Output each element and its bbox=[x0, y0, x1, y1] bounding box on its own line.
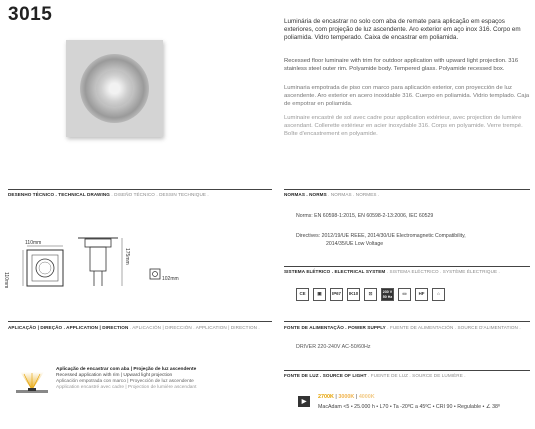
application-lines bbox=[56, 367, 196, 391]
product-photo bbox=[66, 40, 163, 137]
application-line-en: Recessed application with rim | Upward light projection bbox=[56, 373, 173, 378]
dimension-cutout: 102mm bbox=[162, 276, 179, 282]
application-section-header bbox=[8, 325, 260, 330]
ce-mark-icon: CE bbox=[296, 288, 309, 301]
power-header-light: . FUENTE DE ALIMENTACIÓN . SOURCE D'ALIMENTATION . bbox=[385, 325, 521, 330]
technical-drawing bbox=[18, 232, 178, 294]
light-section-header bbox=[284, 373, 466, 378]
norms-line: Norms: EN 60598-1:2015, EN 60598-2-13:2006, IEC 60529 bbox=[296, 213, 434, 219]
application-line-es: Aplicación empotrada con marco | Proyección de luz ascendente bbox=[56, 379, 194, 384]
product-lens bbox=[96, 70, 133, 107]
directives-line-1: Directives: 2012/19/UE REEE, 2014/30/UE Electromagnetic Compatibility, bbox=[296, 233, 466, 239]
top-view-drawing bbox=[23, 246, 63, 286]
norms-header-light: . NORMAS . NORMES . bbox=[326, 192, 380, 197]
norms-section-header bbox=[284, 192, 379, 197]
led-source-icon: ▶ bbox=[298, 396, 310, 407]
color-temperatures bbox=[318, 394, 375, 400]
upward-light-icon bbox=[14, 370, 50, 394]
description-es: Luminaria empotrada de piso con marco para aplicación exterior, con proyección de luz ascendente. Aro exterior en acero inoxidable 316. Cuerpo en poliamida. Vidrio templado. Caja de empotrar en poliamida. bbox=[284, 85, 530, 107]
ip67-icon: IP67 bbox=[330, 288, 343, 301]
light-specs: MacAdam <5 • 25.000 h • L70 • Ta -20ºC a 45ºC • CRI 90 • Regulable • ∠ 38º bbox=[318, 404, 500, 410]
electrical-icons bbox=[296, 288, 445, 301]
application-rule bbox=[8, 321, 272, 322]
voltage-icon: 230 V 50 Hz bbox=[381, 288, 394, 301]
side-view-drawing bbox=[78, 238, 122, 286]
electrical-section-header bbox=[284, 269, 500, 274]
norms-rule bbox=[284, 189, 530, 190]
light-rule bbox=[284, 370, 530, 371]
drawing-header-light: . DISEÑO TÉCNICO . DESSIN TECHNIQUE . bbox=[109, 192, 209, 197]
dimension-depth: 175mm bbox=[124, 248, 130, 265]
application-line-pt: Aplicação de encastrar com aba | Projeção de luz ascendente bbox=[56, 367, 197, 372]
description-fr: Luminaire encastré de sol avec cadre pour application extérieur, avec projection de lumière ascendant. Collerette extérieur en acier inoxydable 316. Corps en polyamide. Verre trempé. Boîte d'encastrement en polyamide. bbox=[284, 115, 523, 137]
application-line-fr: Application encastré avec cadre | Projection de lumière ascendant bbox=[56, 385, 197, 390]
power-rule bbox=[284, 321, 530, 322]
temperature-2700k: 2700K bbox=[318, 394, 334, 400]
drawing-rule bbox=[8, 189, 272, 190]
directives-line-2: 2014/35/UE Low Voltage bbox=[326, 241, 384, 247]
electrical-header-light: . SISTEMA ELÉCTRICO . SYSTÈME ÉLECTRIQUE . bbox=[385, 269, 500, 274]
driver-icon: ▭ bbox=[398, 288, 411, 301]
power-section-header bbox=[284, 325, 521, 330]
norms-header-bold: NORMAS . NORMS bbox=[284, 192, 327, 197]
surface-icon: ⌂ bbox=[432, 288, 445, 301]
description-pt: Luminária de encastrar no solo com aba de remate para aplicação em espaços exteriores, com projeção de luz ascendente. Aro exterior em aço inox 316. Corpo em poliamida. Vidro temperado. Caixa de encastrar em poliamida. bbox=[284, 18, 521, 41]
dimension-height: 110mm bbox=[3, 272, 9, 289]
electrical-rule bbox=[284, 266, 530, 267]
temperature-4000k: 4000K bbox=[358, 394, 375, 400]
ik10-icon: IK10 bbox=[347, 288, 360, 301]
temperature-separator-1: | bbox=[333, 394, 339, 400]
class-ii-icon: ▣ bbox=[313, 288, 326, 301]
temperature-3000k: 3000K bbox=[338, 394, 355, 400]
light-header-light: . FUENTE DE LUZ . SOURCE DE LUMIÈRE . bbox=[366, 373, 466, 378]
light-header-bold: FONTE DE LUZ . SOURCE OF LIGHT bbox=[284, 373, 367, 378]
class-iii-icon: ⊡ bbox=[364, 288, 377, 301]
power-header-bold: FONTE DE ALIMENTAÇÃO . POWER SUPPLY bbox=[284, 325, 386, 330]
cutout-icon bbox=[150, 269, 160, 279]
temperature-separator-2: | bbox=[354, 394, 359, 400]
driver-spec: DRIVER 220-240V AC-50/60Hz bbox=[296, 344, 371, 350]
electrical-header-bold: SISTEMA ELÉTRICO . ELECTRICAL SYSTEM bbox=[284, 269, 386, 274]
application-header-light: . APLICACIÓN | DIRECCIÓN . APPLICATION | DIRECTION . bbox=[128, 325, 260, 330]
drawing-section-header bbox=[8, 192, 209, 197]
drawing-header-bold: DESENHO TÉCNICO . TECHNICAL DRAWING bbox=[8, 192, 110, 197]
hf-icon: HF bbox=[415, 288, 428, 301]
description-en: Recessed floor luminaire with trim for outdoor application with upward light projection. 316 stainless steel outer rim. Polyamide body. Tempered glass. Polyamide recessed box. bbox=[284, 58, 519, 72]
application-header-bold: APLICAÇÃO | DIREÇÃO . APPLICATION | DIRECTION bbox=[8, 325, 129, 330]
product-code: 3015 bbox=[8, 4, 53, 25]
dimension-width: 110mm bbox=[25, 240, 42, 246]
